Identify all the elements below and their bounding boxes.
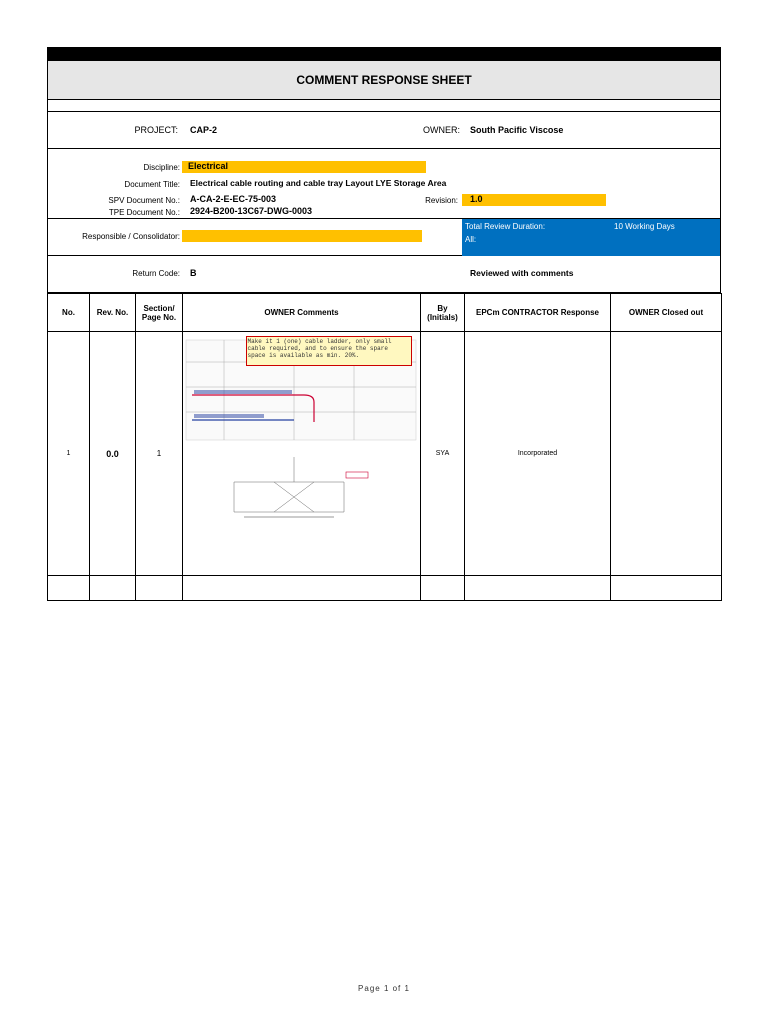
responsible-row	[47, 219, 721, 256]
project-label: PROJECT:	[134, 125, 178, 135]
row-section: 1	[136, 332, 183, 576]
page-footer: Page 1 of 1	[358, 984, 410, 993]
header-by: By (Initials)	[421, 294, 465, 332]
spacer-row	[47, 100, 721, 112]
row-owner-comment	[183, 332, 421, 576]
header-section: Section/ Page No.	[136, 294, 183, 332]
spv-doc-label: SPV Document No.:	[108, 196, 180, 205]
discipline-value: Electrical	[182, 161, 426, 173]
owner-label: OWNER:	[423, 125, 460, 135]
empty-cell	[183, 576, 421, 601]
tpe-doc-label: TPE Document No.:	[108, 208, 180, 217]
drawing-markup-image	[184, 332, 420, 572]
doc-title-value: Electrical cable routing and cable tray Layout LYE Storage Area	[190, 178, 447, 188]
row-by: SYA	[421, 332, 465, 576]
empty-cell	[465, 576, 611, 601]
comment-response-sheet	[47, 47, 721, 601]
sheet-title: COMMENT RESPONSE SHEET	[47, 60, 721, 100]
header-epcm-response: EPCm CONTRACTOR Response	[465, 294, 611, 332]
cable-layout-drawing	[184, 332, 420, 572]
responsible-field	[182, 230, 422, 242]
project-row	[47, 112, 721, 149]
empty-cell	[611, 576, 722, 601]
revision-value: 1.0	[462, 194, 606, 206]
discipline-label: Discipline:	[143, 163, 180, 172]
empty-cell	[90, 576, 136, 601]
top-bar	[47, 47, 721, 60]
header-no: No.	[48, 294, 90, 332]
header-owner-comments: OWNER Comments	[183, 294, 421, 332]
table-row	[48, 332, 722, 576]
table-header-row	[48, 294, 722, 332]
review-duration-label: Total Review Duration:	[465, 222, 546, 231]
row-no: 1	[48, 332, 90, 576]
review-duration-value: 10 Working Days	[614, 222, 675, 231]
review-duration-panel	[462, 219, 720, 256]
spv-doc-value: A-CA-2-E-EC-75-003	[190, 194, 277, 204]
document-info	[47, 149, 721, 219]
responsible-label: Responsible / Consolidator:	[82, 232, 180, 241]
empty-cell	[136, 576, 183, 601]
empty-cell	[48, 576, 90, 601]
header-rev-no: Rev. No.	[90, 294, 136, 332]
doc-title-label: Document Title:	[124, 180, 180, 189]
return-code-value: B	[190, 268, 197, 278]
tpe-doc-value: 2924-B200-13C67-DWG-0003	[190, 206, 313, 216]
table-row-empty	[48, 576, 722, 601]
row-closed	[611, 332, 722, 576]
row-rev: 0.0	[90, 332, 136, 576]
return-code-label: Return Code:	[132, 269, 180, 278]
project-value: CAP-2	[190, 125, 218, 135]
row-response: Incorporated	[465, 332, 611, 576]
return-code-row	[47, 256, 721, 293]
comments-table	[47, 293, 722, 601]
header-owner-closed: OWNER Closed out	[611, 294, 722, 332]
markup-comment-note: Make it 1 (one) cable ladder, only small cable required, and to ensure the spare space is available as min. 20%.	[246, 336, 412, 366]
empty-cell	[421, 576, 465, 601]
all-label: All:	[465, 235, 477, 244]
return-code-desc: Reviewed with comments	[470, 268, 574, 278]
owner-value: South Pacific Viscose	[470, 125, 564, 135]
revision-label: Revision:	[425, 196, 458, 205]
